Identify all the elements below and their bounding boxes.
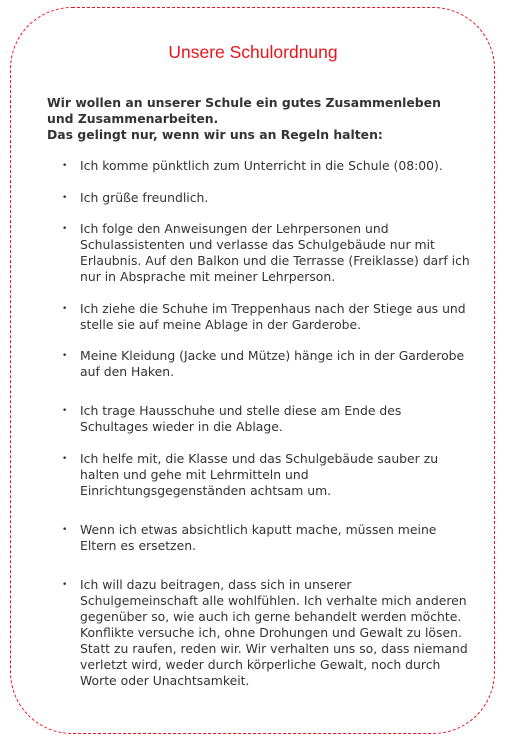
rule-text: Ich trage Hausschuhe und stelle diese am Ende des Schultages wieder in die Ablage.: [80, 403, 402, 434]
rule-item: [62, 348, 472, 380]
rule-item: [62, 190, 472, 206]
bullet-icon: •: [62, 454, 68, 464]
bullet-icon: •: [62, 304, 68, 314]
rule-item: [62, 522, 472, 554]
rule-text: Ich komme pünktlich zum Unterricht in die Schule (08:00).: [80, 158, 443, 173]
rule-text: Ich grüße freundlich.: [80, 190, 209, 205]
rule-item: [62, 158, 472, 174]
intro-line-2: Das gelingt nur, wenn wir uns an Regeln halten:: [47, 127, 383, 142]
rule-item: [62, 403, 472, 435]
bullet-icon: •: [62, 193, 68, 203]
bullet-icon: •: [62, 351, 68, 361]
bullet-icon: •: [62, 525, 68, 535]
rule-item: [62, 451, 472, 499]
rule-item: [62, 221, 472, 285]
bullet-icon: •: [62, 406, 68, 416]
page-title: Unsere Schulordnung: [168, 42, 338, 62]
rule-item: [62, 577, 472, 689]
rule-text: Ich folge den Anweisungen der Lehrpersonen und Schulassistenten und verlasse das Schulgebäude nur mit Erlaubnis. Auf den Balkon und die Terrasse (Freiklasse) darf ich nur in Absprache mit meiner Lehrperson.: [80, 221, 470, 284]
bullet-icon: •: [62, 224, 68, 234]
rule-text: Ich will dazu beitragen, dass sich in unserer Schulgemeinschaft alle wohlfühlen. Ich verhalte mich anderen gegenüber so, wie auch ich gerne behandelt werden möchte. Konflikte versuche ich, ohne Drohungen und Gewalt zu lösen. Statt zu raufen, reden wir. Wir verhalten uns so, dass niemand verletzt wird, weder durch körperliche Gewalt, noch durch Worte oder Unachtsamkeit.: [80, 577, 468, 688]
intro-line-1: Wir wollen an unserer Schule ein gutes Zusammenleben und Zusammenarbeiten.: [47, 95, 441, 126]
rule-text: Meine Kleidung (Jacke und Mütze) hänge ich in der Garderobe auf den Haken.: [80, 348, 465, 379]
intro-text: [47, 95, 467, 143]
bullet-icon: •: [62, 161, 68, 171]
rule-text: Wenn ich etwas absichtlich kaputt mache, müssen meine Eltern es ersetzen.: [80, 522, 437, 553]
rule-text: Ich helfe mit, die Klasse und das Schulgebäude sauber zu halten und gehe mit Lehrmitteln und Einrichtungsgegenständen achtsam um.: [80, 451, 439, 498]
rule-text: Ich ziehe die Schuhe im Treppenhaus nach der Stiege aus und stelle sie auf meine Ablage in der Garderobe.: [80, 301, 466, 332]
rule-item: [62, 301, 472, 333]
bullet-icon: •: [62, 580, 68, 590]
